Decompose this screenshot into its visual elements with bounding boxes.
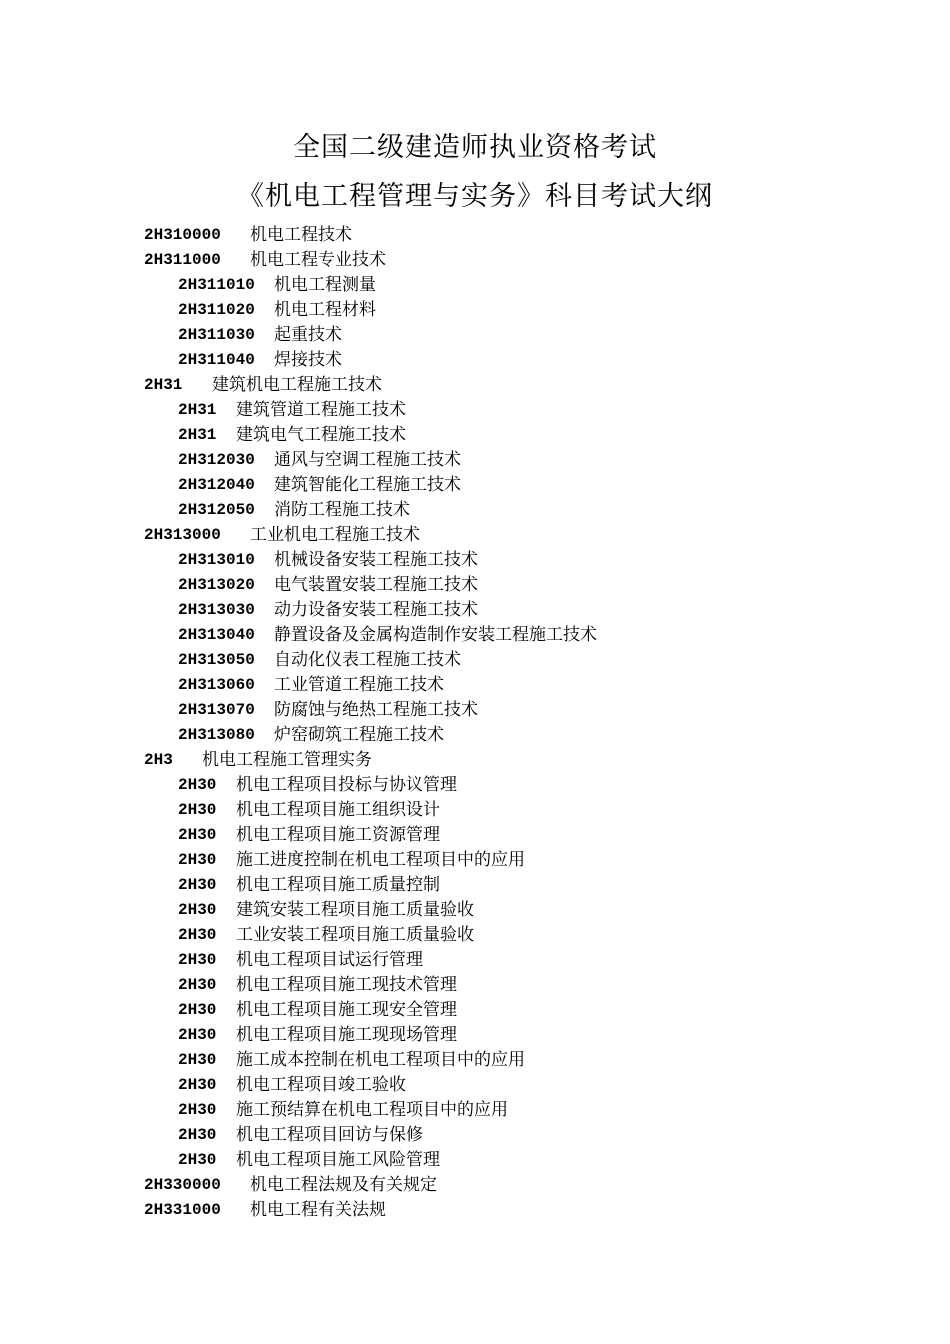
item-code: 2H311020: [178, 301, 255, 319]
item-label: 建筑电气工程施工技术: [236, 425, 406, 445]
item-label: 静置设备及金属构造制作安装工程施工技术: [274, 625, 597, 645]
item-code: 2H313030: [178, 601, 255, 619]
item-code: 2H31: [178, 401, 217, 419]
item-label: 自动化仪表工程施工技术: [274, 650, 461, 670]
item-code: 2H311040: [178, 351, 255, 369]
item-code: 2H330000: [144, 1176, 221, 1194]
item-label: 机电工程法规及有关规定: [250, 1175, 437, 1195]
item-label: 机电工程项目施工质量控制: [236, 875, 440, 895]
item-code: 2H30: [178, 976, 217, 994]
item-code: 2H313000: [144, 526, 221, 544]
item-label: 动力设备安装工程施工技术: [274, 600, 478, 620]
item-label: 机电工程项目施工风险管理: [236, 1150, 440, 1170]
item-label: 建筑智能化工程施工技术: [274, 475, 461, 495]
item-code: 2H312040: [178, 476, 255, 494]
item-label: 机电工程项目竣工验收: [236, 1075, 406, 1095]
item-label: 焊接技术: [274, 350, 342, 370]
item-label: 电气装置安装工程施工技术: [274, 575, 478, 595]
item-code: 2H3: [144, 751, 173, 769]
item-label: 机械设备安装工程施工技术: [274, 550, 478, 570]
item-label: 通风与空调工程施工技术: [274, 450, 461, 470]
item-code: 2H30: [178, 901, 217, 919]
item-label: 机电工程项目施工现现场管理: [236, 1025, 457, 1045]
item-label: 机电工程测量: [274, 275, 376, 295]
item-code: 2H30: [178, 851, 217, 869]
item-code: 2H312030: [178, 451, 255, 469]
item-code: 2H30: [178, 801, 217, 819]
item-code: 2H30: [178, 1026, 217, 1044]
item-code: 2H31: [144, 376, 183, 394]
item-label: 机电工程项目施工现技术管理: [236, 975, 457, 995]
item-label: 机电工程项目施工资源管理: [236, 825, 440, 845]
item-label: 工业管道工程施工技术: [274, 675, 444, 695]
item-label: 起重技术: [274, 325, 342, 345]
item-label: 施工成本控制在机电工程项目中的应用: [236, 1050, 525, 1070]
item-code: 2H312050: [178, 501, 255, 519]
item-label: 建筑管道工程施工技术: [236, 400, 406, 420]
document-title: 全国二级建造师执业资格考试: [293, 132, 657, 163]
item-label: 机电工程技术: [250, 225, 352, 245]
item-label: 建筑机电工程施工技术: [212, 375, 382, 395]
item-label: 机电工程项目回访与保修: [236, 1125, 423, 1145]
item-code: 2H313080: [178, 726, 255, 744]
item-code: 2H31: [178, 426, 217, 444]
item-code: 2H313060: [178, 676, 255, 694]
item-label: 工业机电工程施工技术: [250, 525, 420, 545]
item-code: 2H30: [178, 1001, 217, 1019]
item-code: 2H30: [178, 876, 217, 894]
item-code: 2H30: [178, 826, 217, 844]
item-code: 2H331000: [144, 1201, 221, 1219]
item-code: 2H30: [178, 1101, 217, 1119]
item-label: 工业安装工程项目施工质量验收: [236, 925, 474, 945]
item-code: 2H311000: [144, 251, 221, 269]
item-code: 2H313040: [178, 626, 255, 644]
item-code: 2H313070: [178, 701, 255, 719]
item-code: 2H310000: [144, 226, 221, 244]
item-code: 2H30: [178, 1126, 217, 1144]
document-subtitle: 《机电工程管理与实务》科目考试大纲: [237, 181, 713, 212]
item-label: 炉窑砌筑工程施工技术: [274, 725, 444, 745]
item-code: 2H30: [178, 926, 217, 944]
item-label: 消防工程施工技术: [274, 500, 410, 520]
item-label: 建筑安装工程项目施工质量验收: [236, 900, 474, 920]
item-code: 2H30: [178, 951, 217, 969]
item-label: 机电工程项目施工现安全管理: [236, 1000, 457, 1020]
item-code: 2H313050: [178, 651, 255, 669]
item-label: 机电工程项目施工组织设计: [236, 800, 440, 820]
item-code: 2H30: [178, 776, 217, 794]
item-label: 机电工程项目试运行管理: [236, 950, 423, 970]
item-label: 施工预结算在机电工程项目中的应用: [236, 1100, 508, 1120]
item-label: 机电工程有关法规: [250, 1200, 386, 1220]
item-code: 2H313020: [178, 576, 255, 594]
item-label: 防腐蚀与绝热工程施工技术: [274, 700, 478, 720]
item-code: 2H30: [178, 1076, 217, 1094]
item-label: 机电工程材料: [274, 300, 376, 320]
item-code: 2H30: [178, 1051, 217, 1069]
item-code: 2H313010: [178, 551, 255, 569]
item-code: 2H311010: [178, 276, 255, 294]
item-label: 施工进度控制在机电工程项目中的应用: [236, 850, 525, 870]
item-label: 机电工程施工管理实务: [202, 750, 372, 770]
item-code: 2H30: [178, 1151, 217, 1169]
item-label: 机电工程专业技术: [250, 250, 386, 270]
item-label: 机电工程项目投标与协议管理: [236, 775, 457, 795]
item-code: 2H311030: [178, 326, 255, 344]
